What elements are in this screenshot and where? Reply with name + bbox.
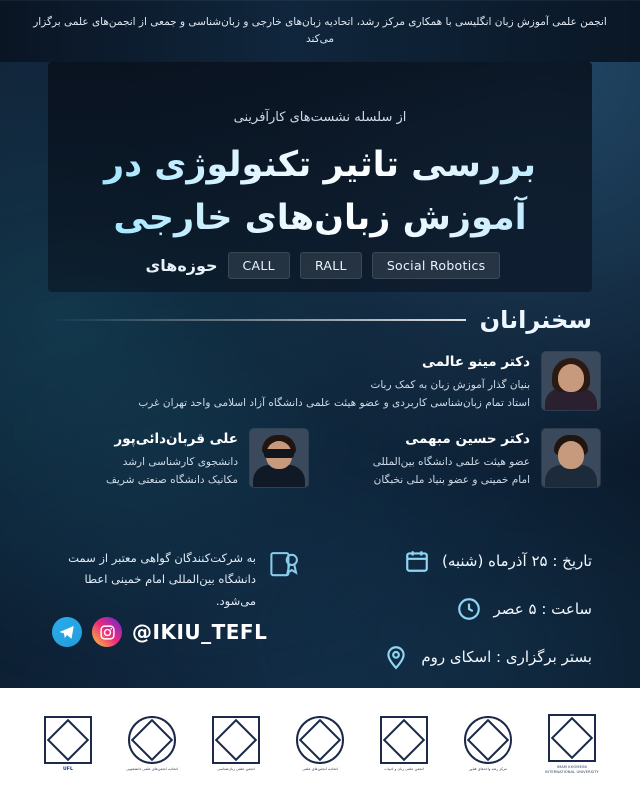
sponsor-logo xyxy=(375,709,433,779)
detail-platform-text: بستر برگزاری : اسکای روم xyxy=(421,648,592,666)
detail-time-text: ساعت : ۵ عصر xyxy=(493,600,592,618)
telegram-icon[interactable] xyxy=(52,617,82,647)
sponsor-logo xyxy=(123,709,181,779)
speaker-card-1 xyxy=(40,352,600,413)
avatar xyxy=(250,429,308,487)
certificate-text xyxy=(52,548,256,612)
detail-row-date xyxy=(334,548,592,574)
speakers-list xyxy=(40,352,600,506)
speaker-desc-line2: امام خمینی و عضو بنیاد ملی نخبگان xyxy=(373,474,530,487)
speaker-card-2 xyxy=(332,429,600,490)
speaker-desc-line1: بنیان گذار آموزش زبان به کمک ربات xyxy=(370,379,530,391)
social-handle[interactable]: @IKIU_TEFL xyxy=(132,620,268,644)
sponsor-logo-caption: UFL xyxy=(62,766,74,772)
topic-chip-social-robotics: Social Robotics xyxy=(372,252,501,279)
speaker-desc-line2: استاد تمام زبان‌شناسی کاربردی و عضو هیئت علمی دانشگاه آزاد اسلامی واحد تهران غرب xyxy=(138,397,530,410)
event-title-line1: بررسی تاثیر تکنولوژی در xyxy=(94,139,546,192)
sponsor-logo-caption: انجمن علمی زبان و ادبیات xyxy=(384,767,424,772)
sponsor-logo xyxy=(543,709,601,779)
speaker-info xyxy=(373,429,530,490)
avatar xyxy=(542,429,600,487)
avatar xyxy=(542,352,600,410)
sponsor-logos-bar xyxy=(0,688,640,800)
sponsor-logo-caption: انجمن علمی زبان‌شناسی xyxy=(217,767,255,772)
event-title-line2: آموزش زبان‌های خارجی xyxy=(103,192,536,245)
speaker-row-2 xyxy=(40,429,600,490)
social-links[interactable] xyxy=(52,610,302,654)
speaker-desc-line1: دانشجوی کارشناسی ارشد xyxy=(122,455,238,468)
sponsor-logo xyxy=(207,709,265,779)
detail-date-text: تاریخ : ۲۵ آذرماه (شنبه) xyxy=(441,552,592,570)
certificate-note xyxy=(52,548,302,612)
certificate-icon xyxy=(268,548,302,582)
instagram-icon[interactable] xyxy=(92,617,122,647)
detail-row-time xyxy=(334,596,592,622)
speakers-heading-text: سخنرانان xyxy=(479,306,592,334)
sponsor-logo xyxy=(291,709,349,779)
clock-icon xyxy=(456,596,482,622)
speaker-name: علی قربان‌دائی‌پور xyxy=(114,430,238,447)
speaker-info xyxy=(138,352,530,413)
speaker-info xyxy=(106,429,238,490)
event-kicker: از سلسله نشست‌های کارآفرینی xyxy=(233,110,407,125)
speaker-card-3 xyxy=(40,429,308,490)
speaker-desc-line2: مکانیک دانشگاه صنعتی شریف xyxy=(106,474,238,487)
topics-row xyxy=(0,248,640,282)
speaker-row-1 xyxy=(40,352,600,413)
sponsor-logo-caption: مرکز رشد واحدهای فناور xyxy=(469,767,507,772)
header-text: انجمن علمی آموزش زبان انگلیسی با همکاری مرکز رشد، اتحادیه زبان‌های خارجی و زبان‌شناسی و جمعی از انجمن‌های علمی برگزار می‌کند xyxy=(33,15,607,45)
sponsor-logo xyxy=(459,709,517,779)
topics-label: حوزه‌های xyxy=(145,255,218,275)
heading-divider xyxy=(48,319,466,321)
event-details xyxy=(334,548,592,692)
speaker-name: دکتر حسین مبهمی xyxy=(405,430,530,447)
location-pin-icon xyxy=(383,644,409,670)
sponsor-logo-caption: IMAM KHOMEINI INTERNATIONAL UNIVERSITY xyxy=(545,764,599,774)
sponsor-logo xyxy=(39,709,97,779)
certificate-line1: به شرکت‌کنندگان گواهی معتبر از سمت xyxy=(68,551,256,565)
calendar-icon xyxy=(404,548,430,574)
topic-chip-call: CALL xyxy=(228,252,290,279)
sponsor-logo-caption: اتحادیه انجمن‌های علمی xyxy=(302,767,338,772)
header-banner xyxy=(0,0,640,62)
detail-row-platform xyxy=(334,644,592,670)
speakers-heading xyxy=(48,300,592,340)
sponsor-logo-caption: اتحادیه انجمن‌های علمی دانشجویی xyxy=(126,767,178,772)
speaker-name: دکتر مینو عالمی xyxy=(422,354,530,370)
topic-chip-rall: RALL xyxy=(300,252,362,279)
certificate-line2: دانشگاه بین‌المللی امام خمینی اعطا می‌شود. xyxy=(84,572,256,608)
speaker-desc-line1: عضو هیئت علمی دانشگاه بین‌المللی xyxy=(372,455,530,468)
